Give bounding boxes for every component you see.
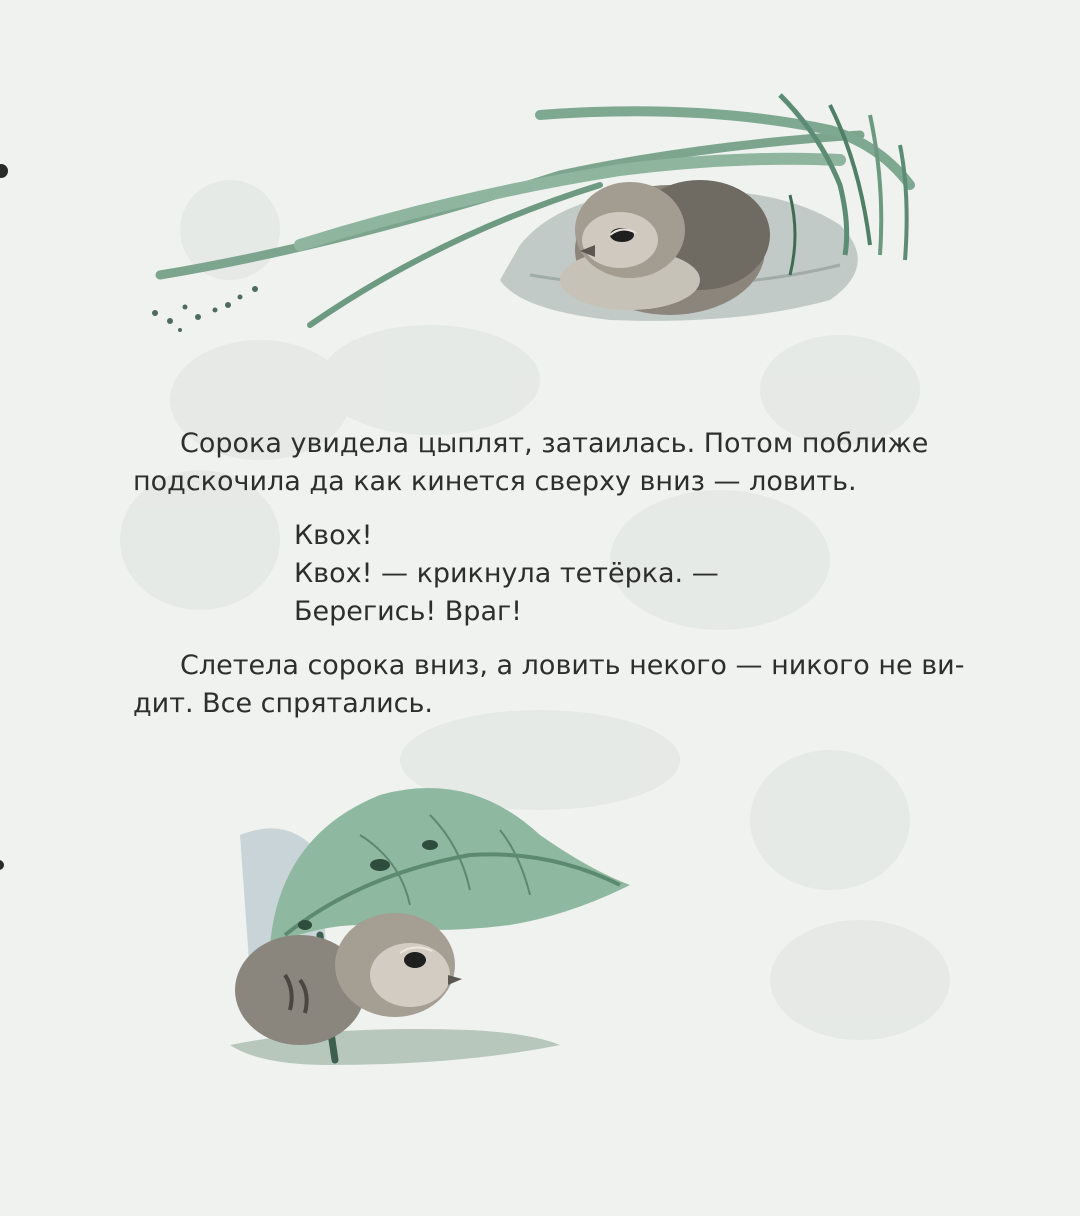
chick-under-leaf-illustration [210, 775, 650, 1075]
dialogue-line: Квох! [294, 520, 373, 551]
chick-in-grass-illustration [140, 75, 930, 345]
dialogue-line: Квох! — крикнула тетёрка. — [294, 558, 719, 589]
paragraph [133, 425, 929, 501]
dialogue-line: Берегись! Враг! [294, 596, 522, 627]
paragraph [133, 647, 965, 723]
paragraph-line: подскочила да как кинется сверху вниз — ловить. [133, 466, 857, 497]
paragraph-line: дит. Все спрятались. [133, 688, 433, 719]
paragraph-line: Сорока увидела цыплят, затаилась. Потом поближе [180, 428, 929, 459]
dialogue [294, 517, 719, 631]
paragraph-line: Слетела сорока вниз, а ловить некого — никого не ви- [180, 650, 965, 681]
